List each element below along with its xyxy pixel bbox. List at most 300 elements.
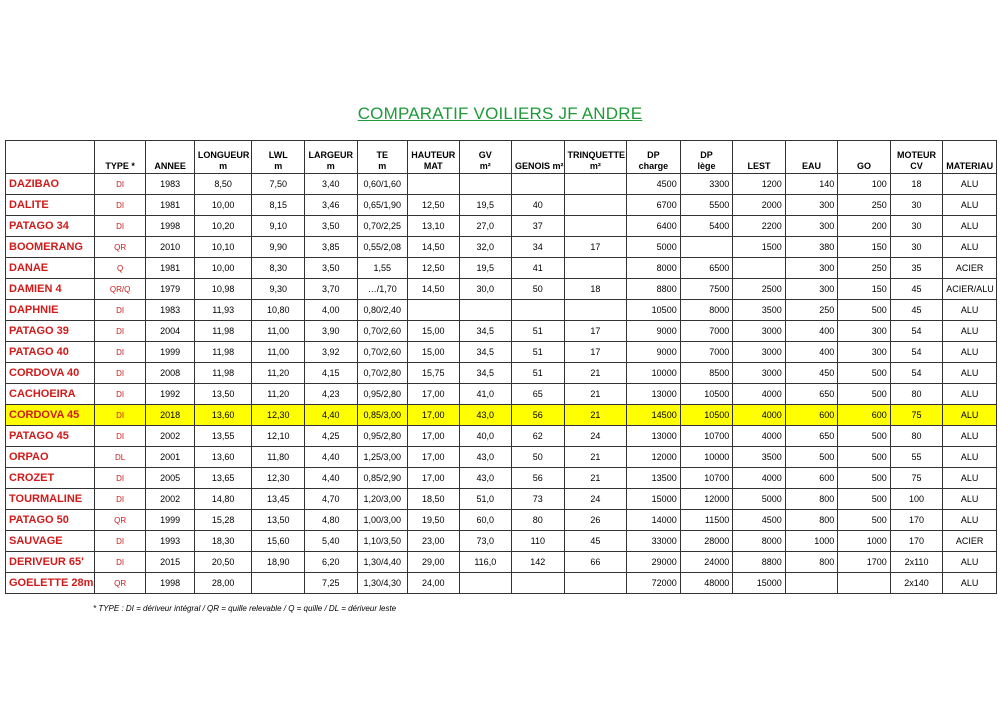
table-cell: 1500 [733,237,786,258]
table-cell: 14,80 [194,489,252,510]
table-row [6,279,997,300]
table-cell: 6,20 [304,552,357,573]
table-cell: 2005 [146,468,194,489]
header-line-2: m [326,161,335,171]
table-cell: 150 [838,237,891,258]
table-cell: 2000 [733,195,786,216]
column-header [733,141,786,174]
table-cell: 170 [890,510,943,531]
table-cell: 650 [785,384,838,405]
table-cell: 17 [564,321,627,342]
header-line-2: lège [697,161,716,171]
table-cell: 15,75 [408,363,460,384]
table-cell: 13000 [627,426,681,447]
table-cell: 21 [564,447,627,468]
table-cell [733,258,786,279]
table-cell: 27,0 [459,216,512,237]
table-cell: 2500 [733,279,786,300]
table-cell: 23,00 [408,531,460,552]
table-cell: 13000 [627,384,681,405]
table-cell: 1,55 [357,258,408,279]
table-cell: 300 [785,216,838,237]
table-cell: 5400 [680,216,733,237]
table-cell: 2200 [733,216,786,237]
table-cell: 34 [512,237,565,258]
boat-name-cell: DERIVEUR 65' [6,552,95,573]
table-cell: 12,50 [408,258,460,279]
table-cell: 170 [890,531,943,552]
column-header [627,141,681,174]
boat-name-cell: SAUVAGE [6,531,95,552]
table-cell: 11,98 [194,321,252,342]
table-cell: 400 [785,321,838,342]
table-cell: 5000 [627,237,681,258]
table-row [6,195,997,216]
boat-name-cell: PATAGO 34 [6,216,95,237]
table-cell: 65 [512,384,565,405]
table-cell: 0,95/2,80 [357,426,408,447]
table-cell: 34,5 [459,321,512,342]
table-cell: 800 [785,552,838,573]
table-cell: 17,00 [408,426,460,447]
table-cell: 10,00 [194,258,252,279]
table-cell: 15000 [733,573,786,594]
header-line-1: LARGEUR [308,150,353,160]
table-cell: 1999 [146,342,194,363]
table-cell: 17 [564,237,627,258]
table-row [6,468,997,489]
type-cell: QR [94,510,146,531]
table-cell: 0,65/1,90 [357,195,408,216]
table-cell: 0,70/2,25 [357,216,408,237]
table-cell: 56 [512,468,565,489]
header-line-1: LWL [268,150,288,160]
table-cell: 6500 [680,258,733,279]
type-cell: DI [94,552,146,573]
table-cell: 3300 [680,174,733,195]
table-cell: 24 [564,489,627,510]
table-cell [564,258,627,279]
table-cell: 3,46 [304,195,357,216]
table-cell: 51 [512,342,565,363]
table-cell: 4000 [733,384,786,405]
table-cell: 3,85 [304,237,357,258]
type-cell: DI [94,174,146,195]
table-cell: 116,0 [459,552,512,573]
table-cell: 12,10 [252,426,305,447]
table-cell: 4000 [733,405,786,426]
table-cell: 8000 [627,258,681,279]
boat-name-cell: TOURMALINE [6,489,95,510]
table-cell: 4000 [733,426,786,447]
table-row [6,363,997,384]
column-header [408,141,460,174]
table-cell: 6700 [627,195,681,216]
table-row [6,342,997,363]
table-cell [564,216,627,237]
header-line-2: LEST [747,161,771,171]
table-cell: 0,70/2,60 [357,321,408,342]
table-cell: 5,40 [304,531,357,552]
header-line-1: HAUTEUR [411,150,456,160]
comparison-table [5,140,997,594]
table-cell: ACIER [943,258,997,279]
table-cell: 21 [564,363,627,384]
table-cell [564,195,627,216]
table-cell: 18 [890,174,943,195]
table-cell: 3,50 [304,258,357,279]
table-cell: 3000 [733,342,786,363]
boat-name-cell: DANAE [6,258,95,279]
table-cell: 11,20 [252,384,305,405]
table-cell: 12,30 [252,468,305,489]
table-cell: 100 [838,174,891,195]
table-cell: 18 [564,279,627,300]
type-cell: DI [94,363,146,384]
header-line-2: MAT [423,161,443,171]
boat-name-cell: CROZET [6,468,95,489]
table-cell: 1999 [146,510,194,531]
table-cell: 41 [512,258,565,279]
page-title: COMPARATIF VOILIERS JF ANDRE [357,104,643,123]
table-cell [408,174,460,195]
table-cell: 250 [838,195,891,216]
type-cell: DI [94,384,146,405]
table-cell [408,300,460,321]
table-cell [512,573,565,594]
table-cell [838,573,891,594]
table-cell: 30,0 [459,279,512,300]
table-cell: 13,45 [252,489,305,510]
table-cell: 18,90 [252,552,305,573]
table-cell: 24 [564,426,627,447]
table-cell: 8800 [627,279,681,300]
table-cell: 1000 [785,531,838,552]
table-cell: 24000 [680,552,733,573]
table-cell: 15000 [627,489,681,510]
table-cell [564,174,627,195]
table-cell: 0,70/2,60 [357,342,408,363]
table-cell: 18,50 [408,489,460,510]
column-header [357,141,408,174]
table-cell: 17,00 [408,384,460,405]
table-cell: 11500 [680,510,733,531]
table-cell: 4,40 [304,468,357,489]
table-cell: 12,30 [252,405,305,426]
table-cell: 9,10 [252,216,305,237]
table-cell: 4,40 [304,447,357,468]
boat-name-cell: DALITE [6,195,95,216]
table-cell: 2018 [146,405,194,426]
table-cell: 500 [838,363,891,384]
header-line-2: GO [857,161,872,171]
table-cell: 14,50 [408,279,460,300]
table-cell: 0,85/3,00 [357,405,408,426]
table-cell: 19,50 [408,510,460,531]
table-cell: 2002 [146,426,194,447]
table-cell: 66 [564,552,627,573]
table-cell: 1983 [146,300,194,321]
table-cell: 13,50 [252,510,305,531]
table-cell: 19,5 [459,195,512,216]
table-cell: 50 [512,279,565,300]
table-cell: 15,00 [408,321,460,342]
table-cell: 11,98 [194,363,252,384]
table-cell: 26 [564,510,627,531]
table-cell: 13,55 [194,426,252,447]
type-cell: QR [94,237,146,258]
table-cell: 4500 [627,174,681,195]
table-cell: 62 [512,426,565,447]
table-cell: 8800 [733,552,786,573]
table-cell: 28000 [680,531,733,552]
header-line-1: DP [647,150,660,160]
table-cell: ALU [943,174,997,195]
table-cell: 0,95/2,80 [357,384,408,405]
table-cell: ALU [943,342,997,363]
table-cell: 24,00 [408,573,460,594]
table-row [6,321,997,342]
table-cell: 30 [890,195,943,216]
table-cell: 51 [512,321,565,342]
table-cell: ALU [943,573,997,594]
table-cell: 600 [785,468,838,489]
boat-name-cell: PATAGO 45 [6,426,95,447]
table-cell: 19,5 [459,258,512,279]
table-cell: 100 [890,489,943,510]
table-cell: 300 [838,342,891,363]
table-cell: 34,5 [459,363,512,384]
table-cell: 10,00 [194,195,252,216]
table-cell: ALU [943,363,997,384]
table-row [6,510,997,531]
header-line-2: m [378,161,387,171]
table-cell: 55 [890,447,943,468]
table-cell [459,174,512,195]
table-cell: 10700 [680,468,733,489]
table-cell: 10500 [627,300,681,321]
table-cell: 13,10 [408,216,460,237]
table-cell: 3000 [733,363,786,384]
table-body [6,174,997,594]
table-row [6,237,997,258]
type-cell: DI [94,300,146,321]
table-cell: 3,92 [304,342,357,363]
column-header [680,141,733,174]
table-cell: 10000 [680,447,733,468]
boat-name-cell: ORPAO [6,447,95,468]
table-cell: 800 [785,489,838,510]
table-cell: 450 [785,363,838,384]
table-cell: 300 [838,321,891,342]
table-cell: ALU [943,195,997,216]
table-cell: 11,93 [194,300,252,321]
table-cell: 35 [890,258,943,279]
table-cell: 11,00 [252,342,305,363]
header-line-2: m [219,161,228,171]
table-cell: 54 [890,321,943,342]
table-cell: 3,70 [304,279,357,300]
header-line-2: EAU [801,161,821,171]
table-cell: 110 [512,531,565,552]
table-cell: 14000 [627,510,681,531]
table-row [6,426,997,447]
table-row [6,216,997,237]
type-cell: DL [94,447,146,468]
table-cell: 200 [838,216,891,237]
boat-name-cell: DAMIEN 4 [6,279,95,300]
table-cell: 29000 [627,552,681,573]
table-cell: 1000 [838,531,891,552]
table-cell: 0,60/1,60 [357,174,408,195]
table-cell: 10500 [680,384,733,405]
table-cell: ALU [943,552,997,573]
boat-name-cell: PATAGO 40 [6,342,95,363]
column-header [146,141,194,174]
table-cell: 29,00 [408,552,460,573]
type-cell: DI [94,489,146,510]
table-cell: ACIER [943,531,997,552]
table-cell: 34,5 [459,342,512,363]
table-cell: 0,85/2,90 [357,468,408,489]
header-line-2: m² [589,161,601,171]
column-header [785,141,838,174]
table-cell: 8500 [680,363,733,384]
table-cell: ALU [943,405,997,426]
table-cell: 7000 [680,342,733,363]
header-line-1: TRINQUETTE [567,150,626,160]
table-cell: 75 [890,468,943,489]
table-cell: 80 [512,510,565,531]
table-cell: 13,50 [194,384,252,405]
table-cell: 51,0 [459,489,512,510]
table-cell [512,300,565,321]
table-cell: 18,30 [194,531,252,552]
table-cell: 12000 [627,447,681,468]
table-cell: ALU [943,426,997,447]
table-cell: 3000 [733,321,786,342]
table-cell: 7500 [680,279,733,300]
table-cell: 1979 [146,279,194,300]
table-cell: 60,0 [459,510,512,531]
table-cell: 2x140 [890,573,943,594]
table-cell: 1,30/4,30 [357,573,408,594]
table-cell: 6400 [627,216,681,237]
table-cell: 142 [512,552,565,573]
boat-name-cell: DAZIBAO [6,174,95,195]
table-cell: 4000 [733,468,786,489]
table-cell: 5000 [733,489,786,510]
column-header [6,141,95,174]
table-row [6,174,997,195]
boat-name-cell: BOOMERANG [6,237,95,258]
column-header [252,141,305,174]
table-cell: 4,23 [304,384,357,405]
table-cell: 43,0 [459,468,512,489]
table-cell: 75 [890,405,943,426]
table-cell: 250 [785,300,838,321]
table-cell: 43,0 [459,405,512,426]
table-cell: 8,30 [252,258,305,279]
table-cell: 4,70 [304,489,357,510]
table-cell: 8,50 [194,174,252,195]
table-cell: 4,40 [304,405,357,426]
table-cell: 17,00 [408,405,460,426]
column-header [94,141,146,174]
column-header [512,141,565,174]
type-cell: QR/Q [94,279,146,300]
table-cell: 1981 [146,195,194,216]
table-cell: 0,55/2,08 [357,237,408,258]
table-cell: 17,00 [408,468,460,489]
table-cell: ALU [943,300,997,321]
table-cell: 7,25 [304,573,357,594]
table-cell: ALU [943,489,997,510]
table-cell: 40,0 [459,426,512,447]
table-cell: ALU [943,321,997,342]
table-cell: 11,20 [252,363,305,384]
table-cell [512,174,565,195]
table-cell: 3,50 [304,216,357,237]
table-cell: 72000 [627,573,681,594]
table-cell: 9000 [627,321,681,342]
table-row [6,447,997,468]
table-cell: 40 [512,195,565,216]
header-line-1: GV [478,150,492,160]
boat-name-cell: GOELETTE 28m [6,573,95,594]
table-cell: 3500 [733,300,786,321]
table-cell [459,300,512,321]
header-line-1: MOTEUR [897,150,937,160]
column-header [943,141,997,174]
table-cell: 1983 [146,174,194,195]
table-cell: 380 [785,237,838,258]
table-cell: 4,25 [304,426,357,447]
table-cell: 13,60 [194,405,252,426]
table-cell: 9000 [627,342,681,363]
table-cell: ALU [943,510,997,531]
table-cell: 33000 [627,531,681,552]
table-cell: 45 [890,300,943,321]
table-cell: 9,30 [252,279,305,300]
table-cell: 1,30/4,40 [357,552,408,573]
table-cell: 2008 [146,363,194,384]
table-cell: 150 [838,279,891,300]
column-header [304,141,357,174]
table-cell: 7000 [680,321,733,342]
header-line-2: TYPE * [105,161,135,171]
table-cell: 30 [890,237,943,258]
table-cell: ACIER/ALU [943,279,997,300]
table-cell: 2010 [146,237,194,258]
header-line-2: m² [479,161,491,171]
column-header [564,141,627,174]
table-cell: 30 [890,216,943,237]
table-cell: 400 [785,342,838,363]
table-cell: 15,00 [408,342,460,363]
header-line-2: MATERIAU [946,161,994,171]
column-header [838,141,891,174]
table-cell [252,573,305,594]
table-cell: 2001 [146,447,194,468]
column-header [194,141,252,174]
column-header [459,141,512,174]
table-cell: 54 [890,363,943,384]
table-cell: 3,90 [304,321,357,342]
table-cell: 500 [838,489,891,510]
header-line-2: CV [910,161,923,171]
table-cell: 45 [890,279,943,300]
